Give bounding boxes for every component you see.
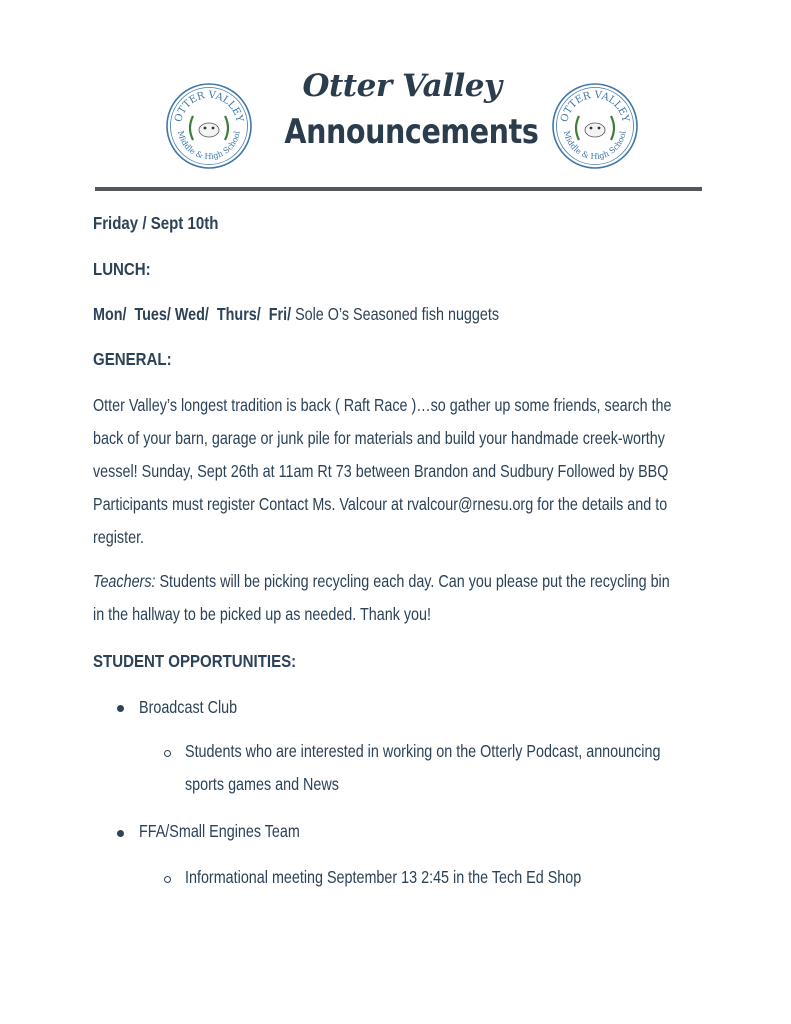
lunch-menu-item: Sole O’s Seasoned fish nuggets [295,304,500,324]
general-heading: GENERAL: [93,349,172,369]
opportunity-detail: Informational meeting September 13 2:45 in the Tech Ed Shop [185,867,582,887]
raft-race-line: Otter Valley’s longest tradition is back ( Raft Race )…so gather up some friends, search the [93,395,672,415]
sub-bullet-ring [164,750,171,757]
opportunity-detail: Students who are interested in working on the Otterly Podcast, announcing sports games and News [185,741,661,794]
seal-bottom-text: Middle & High School [561,129,628,162]
school-name: Otter Valley [302,68,502,104]
seal-top-text: OTTER VALLEY [173,89,245,124]
lunch-menu-line [93,303,588,325]
date-line [93,212,239,234]
date-text: Friday / Sept 10th [93,213,219,233]
raft-race-line: back of your barn, garage or junk pile for materials and build your handmade creek-worthy [93,428,665,448]
raft-race-paragraph [93,389,703,554]
bullet-dot [117,830,124,837]
lunch-day-wed: Wed/ [174,304,209,324]
seal-top-text: OTTER VALLEY [559,89,631,124]
teachers-text: in the hallway to be picked up as needed. Thank you! [93,604,431,624]
teachers-text: Students will be picking recycling each day. Can you please put the recycling bin [155,571,670,591]
school-seal-left-icon [165,82,253,170]
bullet-dot [117,705,124,712]
raft-race-line: Participants must register Contact Ms. Valcour at rvalcour@rnesu.org for the details and to [93,494,668,514]
opportunities-heading: STUDENT OPPORTUNITIES: [93,651,297,671]
lunch-day-fri: Fri/ [268,304,292,324]
teachers-paragraph [93,565,703,631]
lunch-day-mon: Mon/ [93,304,127,324]
lunch-day-tues: Tues/ [134,304,171,324]
sub-bullet-ring [164,876,171,883]
lunch-day-thurs: Thurs/ [216,304,261,324]
teachers-label: Teachers: [93,571,156,591]
raft-race-line: register. [93,527,145,547]
page-title: Announcements [284,112,539,152]
school-seal-right-icon [551,82,639,170]
lunch-heading: LUNCH: [93,259,151,279]
opportunity-title: FFA/Small Engines Team [139,821,300,841]
raft-race-line: vessel! Sunday, Sept 26th at 11am Rt 73 between Brandon and Sudbury Followed by BBQ [93,461,669,481]
opportunity-title: Broadcast Club [139,697,238,717]
header-divider [95,187,702,191]
seal-bottom-text: Middle & High School [175,129,242,162]
